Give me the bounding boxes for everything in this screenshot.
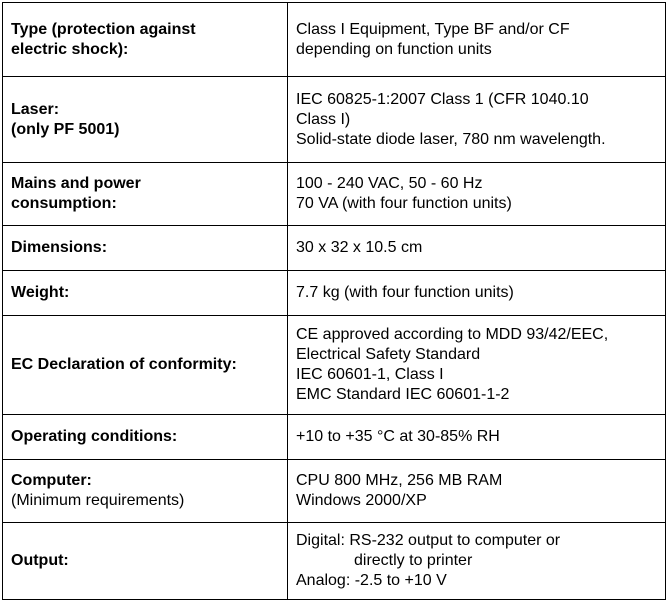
spec-row-operating-conditions bbox=[3, 415, 666, 460]
spec-label: Computer: (Minimum requirements) bbox=[3, 460, 288, 523]
spec-label: Operating conditions: bbox=[3, 415, 288, 460]
spec-value: Class I Equipment, Type BF and/or CF depending on function units bbox=[288, 3, 666, 77]
spec-label: Type (protection against electric shock): bbox=[3, 3, 288, 77]
spec-label: Laser: (only PF 5001) bbox=[3, 77, 288, 163]
spec-value: IEC 60825-1:2007 Class 1 (CFR 1040.10 Class I) Solid-state diode laser, 780 nm wavelength. bbox=[288, 77, 666, 163]
spec-row-ec-declaration bbox=[3, 316, 666, 415]
spec-row-weight bbox=[3, 271, 666, 316]
spec-row-dimensions bbox=[3, 226, 666, 271]
spec-label: Dimensions: bbox=[3, 226, 288, 271]
spec-value: CE approved according to MDD 93/42/EEC, Electrical Safety Standard IEC 60601-1, Class I EMC Standard IEC 60601-1-2 bbox=[288, 316, 666, 415]
spec-value: 7.7 kg (with four function units) bbox=[288, 271, 666, 316]
specifications-table bbox=[2, 2, 666, 600]
spec-label: Output: bbox=[3, 523, 288, 600]
spec-value: 100 - 240 VAC, 50 - 60 Hz 70 VA (with four function units) bbox=[288, 163, 666, 226]
spec-row-computer bbox=[3, 460, 666, 523]
spec-value: CPU 800 MHz, 256 MB RAM Windows 2000/XP bbox=[288, 460, 666, 523]
spec-label: Mains and power consumption: bbox=[3, 163, 288, 226]
spec-value: Digital: RS-232 output to computer or directly to printer Analog: -2.5 to +10 V bbox=[288, 523, 666, 600]
spec-value: +10 to +35 °C at 30-85% RH bbox=[288, 415, 666, 460]
spec-row-output bbox=[3, 523, 666, 600]
spec-row-mains-power bbox=[3, 163, 666, 226]
spec-row-protection-type bbox=[3, 3, 666, 77]
spec-sublabel: (Minimum requirements) bbox=[11, 492, 185, 509]
spec-label: Weight: bbox=[3, 271, 288, 316]
spec-label: EC Declaration of conformity: bbox=[3, 316, 288, 415]
spec-value: 30 x 32 x 10.5 cm bbox=[288, 226, 666, 271]
spec-row-laser bbox=[3, 77, 666, 163]
